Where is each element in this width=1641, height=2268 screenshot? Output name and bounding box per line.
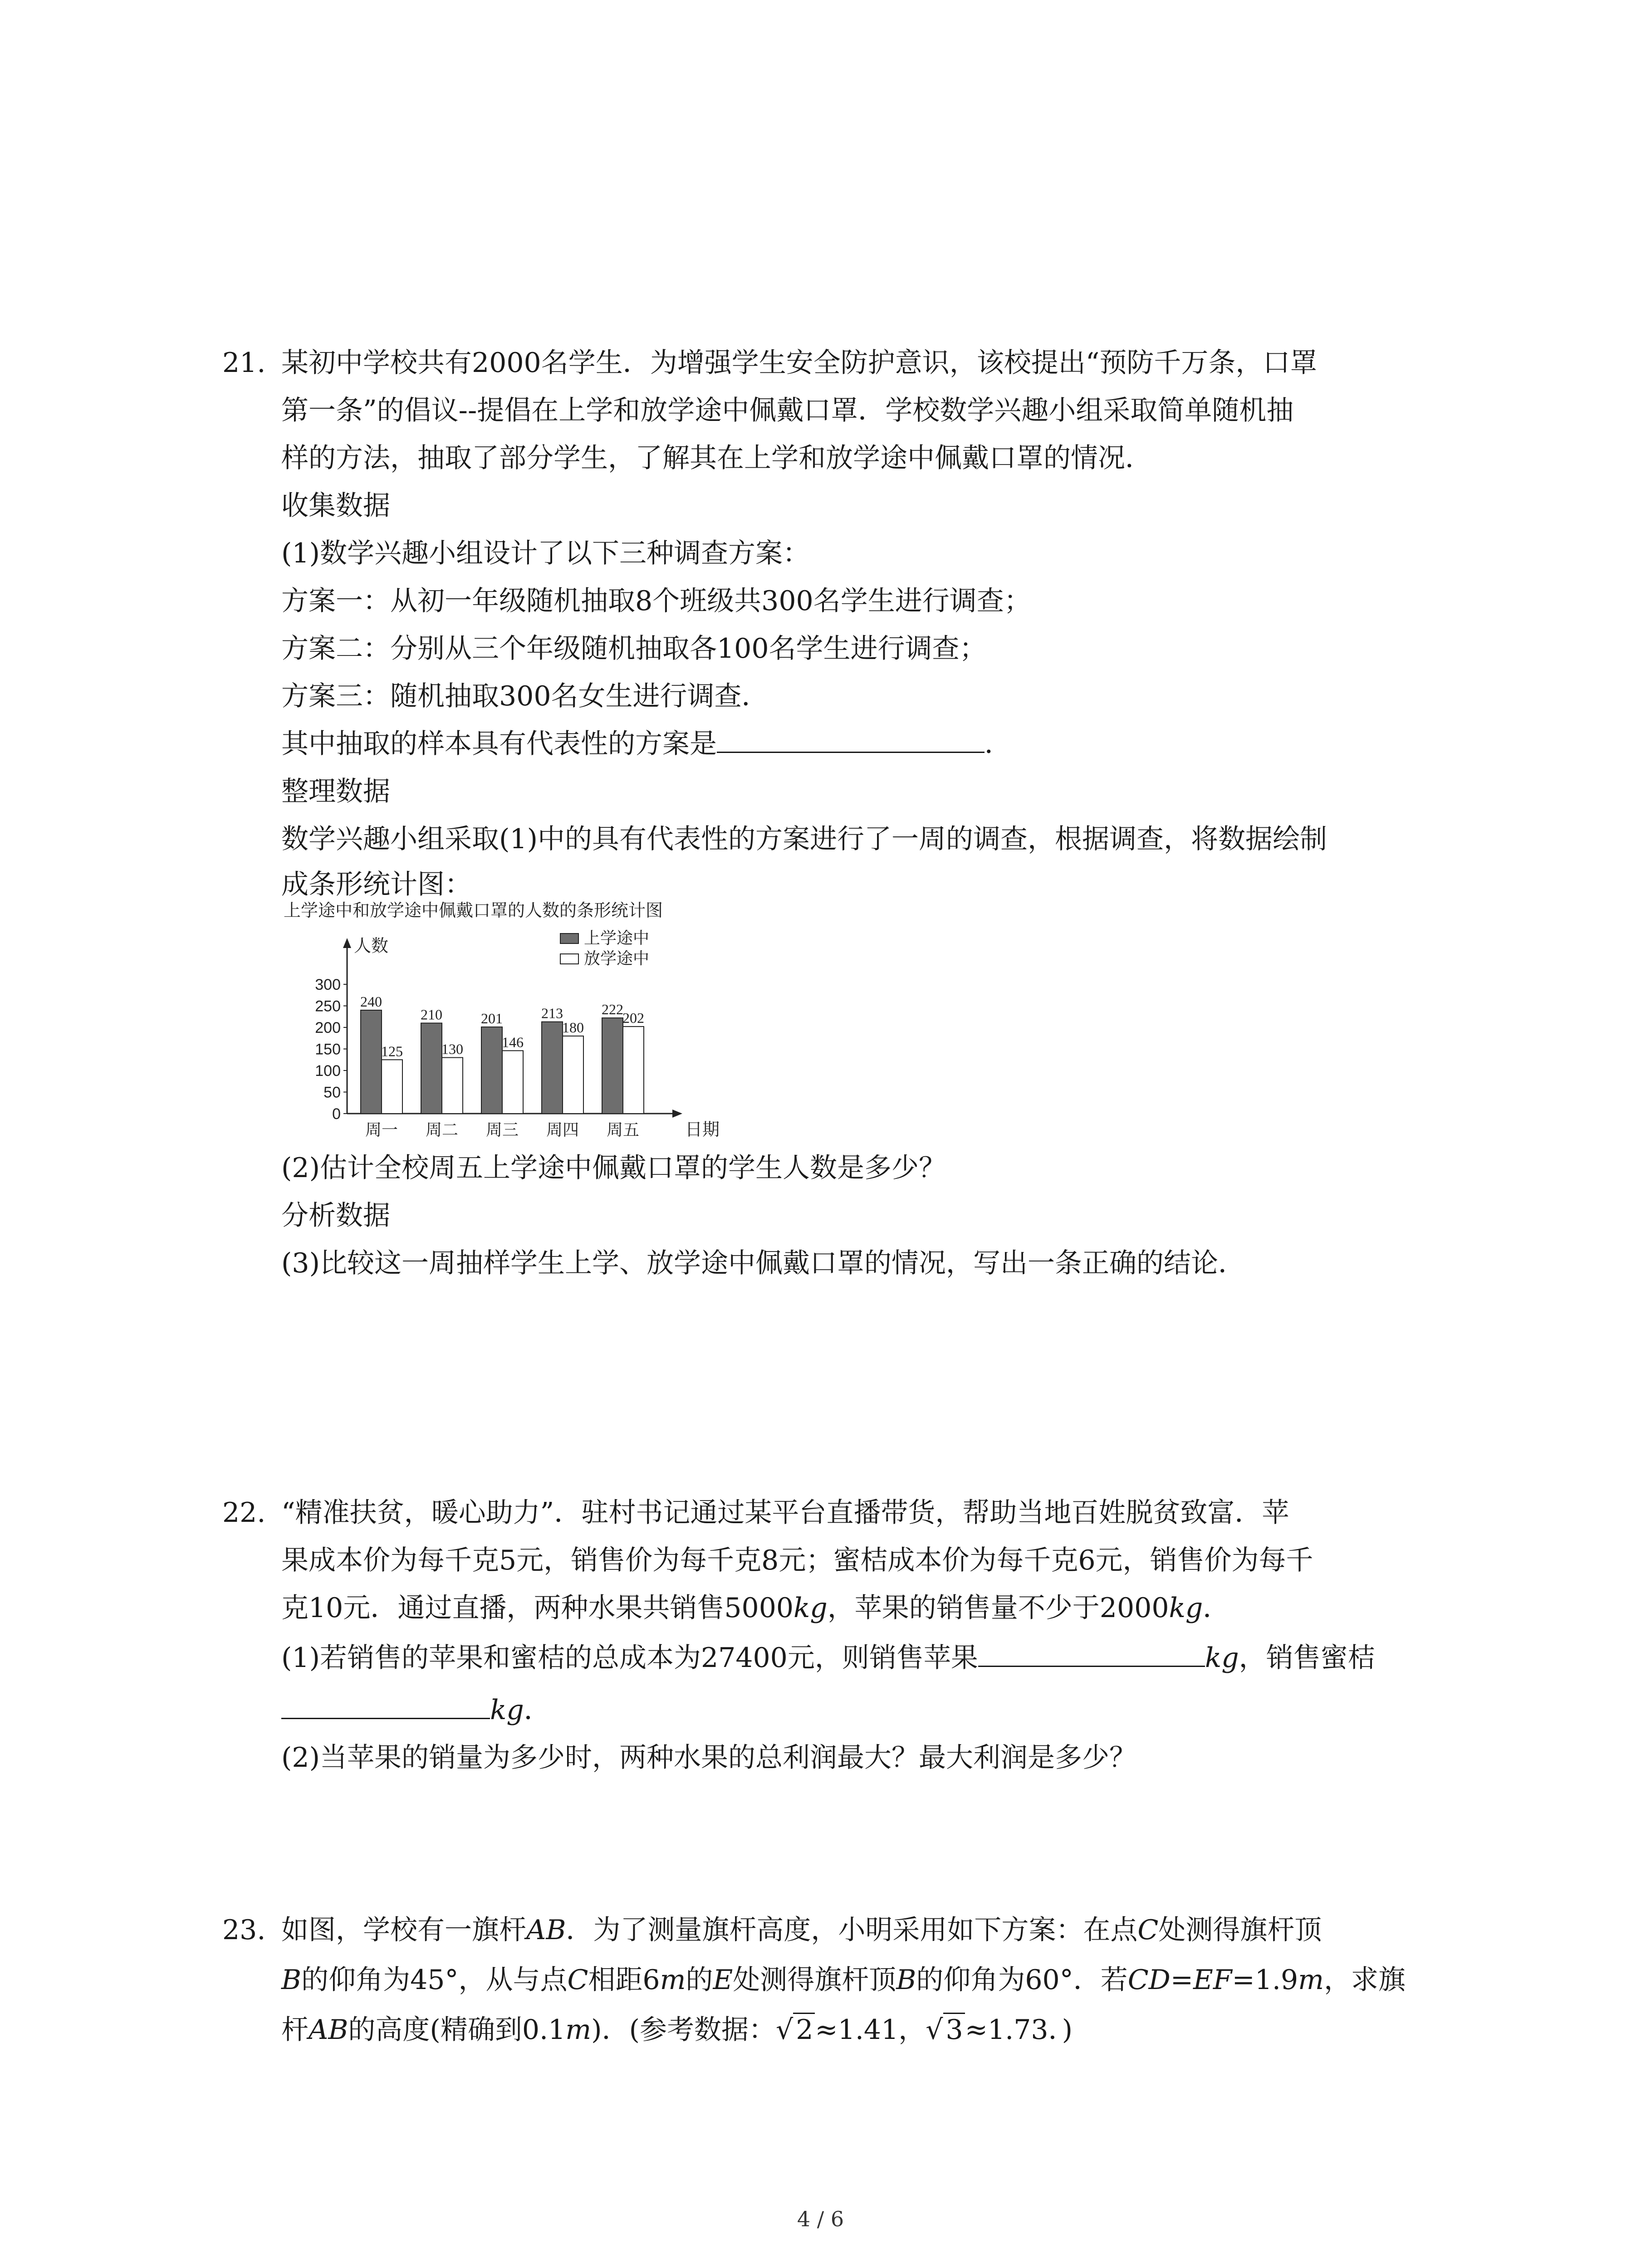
bar-chart (281, 898, 720, 1139)
bar-from-school (563, 1036, 583, 1114)
q22-part1 (281, 1637, 1375, 1678)
sqrt2-expression: √ 2 (776, 2013, 815, 2046)
bar-from-school (442, 1058, 463, 1114)
y-tick-label: 0 (332, 1105, 341, 1123)
q23-line-1 (281, 1910, 1322, 1950)
y-axis-label: 人数 (354, 937, 389, 956)
q22-apple-blank[interactable] (978, 1637, 1205, 1667)
q22-unit-3: kg (1205, 1642, 1239, 1674)
y-tick-label: 200 (315, 1019, 341, 1036)
q23-l2e: 的仰角为60°．若 (916, 1964, 1128, 1996)
q21-organize-line-2: 成条形统计图： (281, 869, 472, 900)
q23-l3e: ≈1.73．) (965, 2014, 1073, 2046)
bar-to-school (361, 1010, 382, 1114)
q21-part3: (3)比较这一周抽样学生上学、放学途中佩戴口罩的情况，写出一条正确的结论． (281, 1247, 1245, 1279)
q23-l2g: ，求旗 (1324, 1964, 1406, 1996)
q22-line-3a: 克10元．通过直播，两种水果共销售5000 (281, 1592, 794, 1624)
q22-part2: (2)当苹果的销量为多少时，两种水果的总利润最大？最大利润是多少？ (281, 1742, 1136, 1774)
bar-data-label: 202 (622, 1010, 644, 1026)
x-tick-label: 周一 (365, 1120, 398, 1139)
bar-from-school (623, 1026, 644, 1114)
q23-l3b: 的高度(精确到0.1 (348, 2014, 566, 2046)
x-tick-label: 周四 (546, 1120, 579, 1139)
q23-l3c: )．(参考数据： (591, 2014, 776, 2046)
bar-data-label: 180 (562, 1019, 584, 1036)
y-tick-label: 300 (315, 976, 341, 993)
x-axis-label: 日期 (685, 1120, 720, 1139)
sqrt2-radicand: 2 (793, 2013, 815, 2046)
q23-l2f: =1.9 (1232, 1964, 1298, 1996)
x-tick-label: 周三 (485, 1120, 519, 1139)
q21-section-analyze: 分析数据 (281, 1200, 390, 1232)
legend-label: 上学途中 (584, 929, 650, 947)
q22-line-3 (281, 1588, 1230, 1628)
x-tick-label: 周五 (606, 1120, 640, 1139)
q21-plan-1: 方案一：从初一年级随机抽取8个班级共300名学生进行调查； (281, 585, 1031, 617)
q21-line-2: 第一条”的倡议--提倡在上学和放学途中佩戴口罩．学校数学兴趣小组采取简单随机抽 (281, 395, 1294, 426)
sqrt3-expression: √ 3 (926, 2013, 965, 2046)
q23-l1c: 处测得旗杆顶 (1158, 1914, 1322, 1946)
q21-answer-blank[interactable] (717, 723, 985, 753)
q23-l2d: 处测得旗杆顶 (733, 1964, 896, 1996)
legend-swatch (560, 954, 578, 964)
bar-data-label: 222 (602, 1001, 623, 1018)
bar-to-school (602, 1018, 623, 1114)
q23-l3a: 杆 (281, 2014, 309, 2046)
y-axis-arrow (343, 938, 351, 948)
q23-ab: AB (526, 1914, 566, 1946)
bar-data-label: 240 (360, 993, 382, 1010)
q21-part1-question-text: 其中抽取的样本具有代表性的方案是 (281, 728, 717, 760)
q22-unit-4: kg (490, 1694, 524, 1726)
q23-m-3: m (565, 2014, 592, 2046)
legend-swatch (560, 934, 578, 943)
q21-plan-3: 方案三：随机抽取300名女生进行调查． (281, 680, 769, 712)
q23-number: 23. (222, 1914, 266, 1946)
q22-part1b: ，销售蜜桔 (1239, 1642, 1375, 1674)
q23-l2a: 的仰角为45°，从与点 (301, 1964, 568, 1996)
q23-b: B (281, 1964, 302, 1996)
bar-from-school (502, 1051, 523, 1114)
q21-section-collect: 收集数据 (281, 490, 390, 522)
q23-l1b: ．为了测量旗杆高度，小明采用如下方案：在点 (566, 1914, 1138, 1946)
bar-data-label: 146 (502, 1034, 524, 1051)
q21-plan-2: 方案二：分别从三个年级随机抽取各100名学生进行调查； (281, 633, 987, 665)
y-tick-label: 50 (323, 1084, 341, 1101)
q22-number: 22. (222, 1497, 266, 1529)
bar-data-label: 210 (421, 1006, 442, 1023)
q21-number: 21. (222, 347, 266, 379)
q23-l2c: 的 (686, 1964, 713, 1996)
y-tick-label: 100 (315, 1062, 341, 1080)
q23-ab-2: AB (309, 2014, 348, 2046)
q23-l3d: ≈1.41， (815, 2014, 926, 2046)
q23-l2b: 相距6 (588, 1964, 660, 1996)
q23-line-3 (281, 2009, 1073, 2050)
q22-unit-1: kg (794, 1592, 828, 1624)
q23-m: m (660, 1964, 686, 1996)
q22-line-2: 果成本价为每千克5元，销售价为每千克8元；蜜桔成本价为每千克6元，销售价为每千 (281, 1545, 1313, 1576)
bar-to-school (542, 1022, 563, 1114)
page-number: 4 / 6 (797, 2207, 844, 2231)
q21-line-1: 某初中学校共有2000名学生．为增强学生安全防护意识，该校提出“预防千万条，口罩 (281, 347, 1318, 379)
q22-line-3c: ． (1203, 1592, 1230, 1624)
bar-data-label: 201 (481, 1010, 503, 1027)
q23-line-2 (281, 1960, 1406, 2000)
q21-period: ． (985, 728, 1012, 760)
q23-cd-ef: CD=EF (1127, 1964, 1232, 1996)
y-tick-label: 150 (315, 1041, 341, 1058)
q21-section-organize: 整理数据 (281, 776, 390, 807)
bar-to-school (481, 1027, 502, 1114)
bar-data-label: 125 (381, 1043, 403, 1060)
bar-data-label: 213 (541, 1005, 563, 1022)
q21-part2: (2)估计全校周五上学途中佩戴口罩的学生人数是多少？ (281, 1152, 946, 1184)
q23-m-2: m (1298, 1964, 1324, 1996)
q22-part1a: (1)若销售的苹果和蜜桔的总成本为27400元，则销售苹果 (281, 1642, 978, 1674)
q22-part1c: ． (524, 1694, 551, 1726)
q22-orange-blank[interactable] (281, 1690, 490, 1719)
bar-data-label: 130 (441, 1041, 463, 1057)
q23-c-2: C (567, 1964, 588, 1996)
q23-b-2: B (896, 1964, 916, 1996)
legend-label: 放学途中 (584, 949, 650, 968)
q23-c: C (1137, 1914, 1159, 1946)
bar-to-school (421, 1023, 442, 1114)
q21-organize-line-1: 数学兴趣小组采取(1)中的具有代表性的方案进行了一周的调查，根据调查，将数据绘制 (281, 823, 1327, 855)
sqrt3-radicand: 3 (943, 2013, 965, 2046)
q23-e: E (713, 1964, 733, 1996)
x-axis-arrow (672, 1110, 682, 1118)
q21-line-3: 样的方法，抽取了部分学生，了解其在上学和放学途中佩戴口罩的情况． (281, 442, 1152, 474)
q21-part1-question (281, 723, 1012, 764)
bar-from-school (382, 1060, 402, 1114)
q22-unit-2: kg (1169, 1592, 1203, 1624)
y-tick-label: 250 (315, 997, 341, 1015)
q22-line-1: “精准扶贫，暖心助力”．驻村书记通过某平台直播带货，帮助当地百姓脱贫致富．苹 (281, 1497, 1289, 1529)
q22-part1-cont (281, 1690, 551, 1730)
q23-l1a: 如图，学校有一旗杆 (281, 1914, 526, 1946)
chart-title: 上学途中和放学途中佩戴口罩的人数的条形统计图 (284, 901, 663, 920)
q21-part1-intro: (1)数学兴趣小组设计了以下三种调查方案： (281, 538, 810, 569)
q22-line-3b: ，苹果的销售量不少于2000 (827, 1592, 1169, 1624)
x-tick-label: 周二 (425, 1120, 459, 1139)
